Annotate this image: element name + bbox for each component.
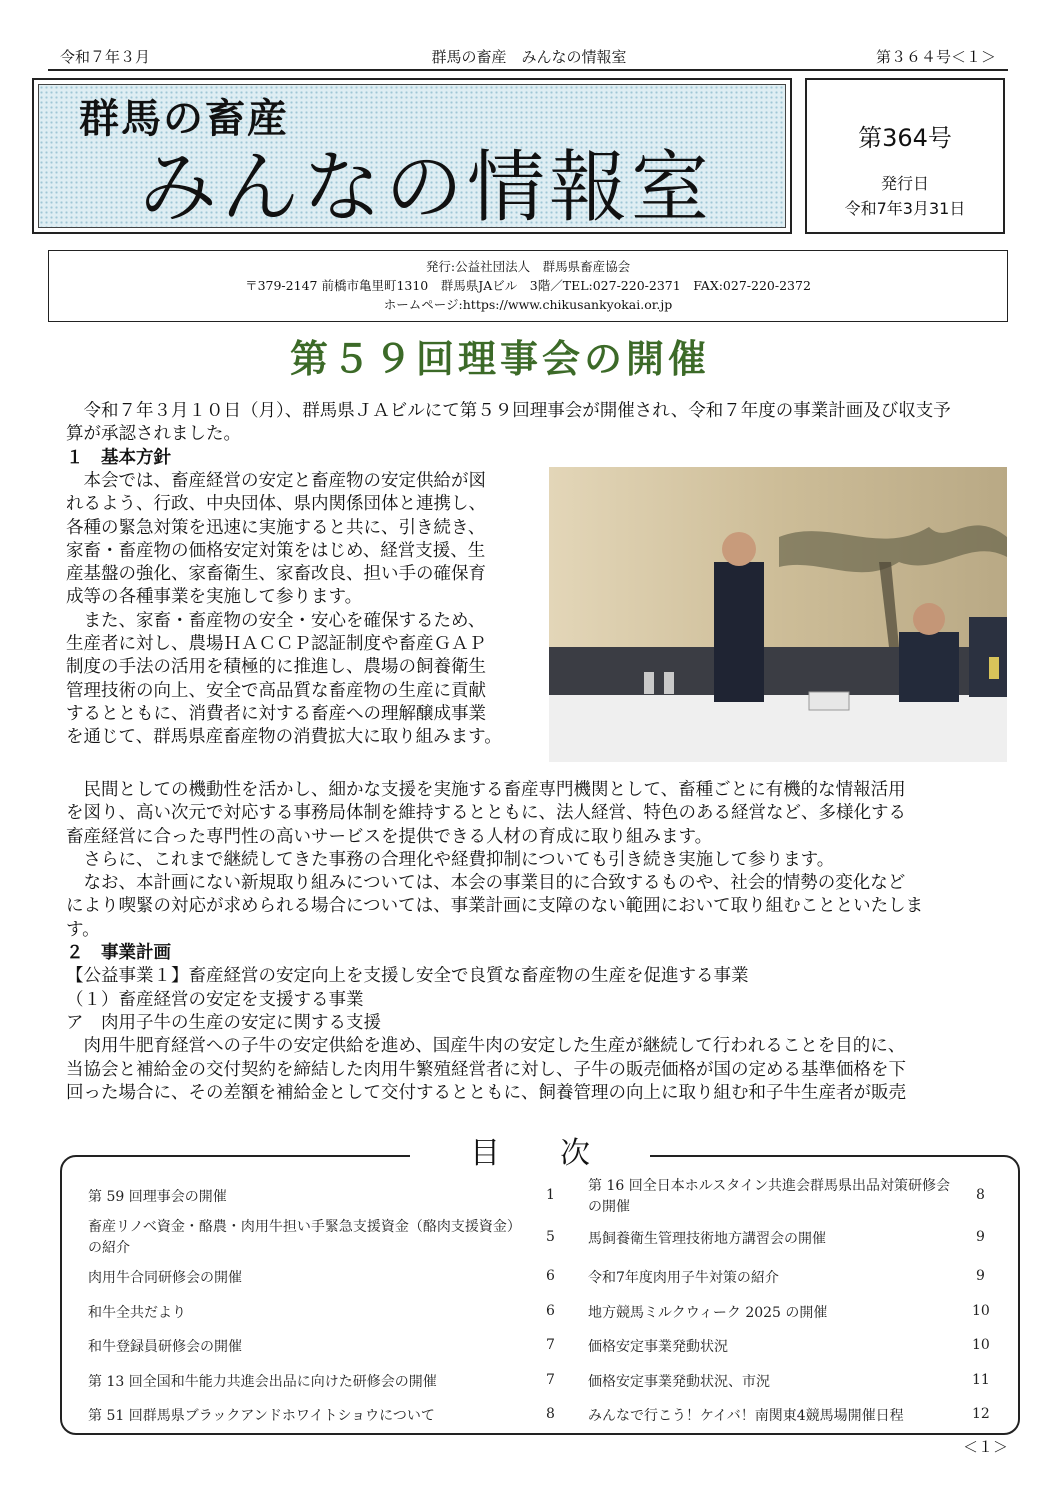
body-line: 当協会と補給金の交付契約を締結した肉用牛繁殖経営者に対し、子牛の販売価格が国の定める基準価格を下 [66,1059,906,1080]
toc-item[interactable]: みんなで行こう！ケイバ！南関東4競馬場開催日程 [588,1408,904,1424]
footer-page-number: ＜１＞ [962,1438,1008,1456]
meeting-photo-illustration [549,467,1007,762]
toc-item[interactable]: 肉用牛合同研修会の開催 [88,1270,242,1286]
meeting-photo [549,467,1007,762]
toc-item[interactable]: 第 13 回全国和牛能力共進会出品に向けた研修会の開催 [88,1374,437,1390]
issue-date-label: 発行日 [880,174,929,193]
body-line: ア 肉用子牛の生産の安定に関する支援 [66,1012,381,1033]
body-line: 産基盤の強化、家畜衛生、家畜改良、担い手の確保育 [66,564,486,585]
body-line: 民間としての機動性を活かし、細かな支援を実施する畜産専門機関として、畜種ごとに有機的な情報活用 [66,780,906,800]
body-line: 肉用牛肥育経営への子牛の安定供給を進め、国産牛肉の安定した生産が継続して行われることを目的に、 [66,1036,906,1057]
toc-page: 9 [976,1268,985,1284]
issue-date: 令和7年3月31日 [844,199,966,218]
toc-page: 7 [546,1337,555,1353]
section1-heading: １ 基本方針 [66,447,171,468]
article-wrapped-text [66,470,502,750]
header-title: 群馬の畜産 みんなの情報室 [431,48,627,66]
toc-page: 1 [546,1187,555,1203]
toc-page: 5 [546,1229,555,1245]
intro-line: 算が承認されました。 [66,424,241,445]
masthead-pattern [38,84,786,233]
body-line: 【公益事業１】畜産経営の安定向上を支援し安全で良質な畜産物の生産を促進する事業 [66,966,749,987]
toc-page: 6 [546,1303,555,1319]
toc-page: 8 [976,1187,985,1203]
body-line: 制度の手法の活用を積極的に推進し、農場の飼養衛生 [66,657,486,678]
article-intro [66,400,951,470]
body-line: また、家畜・畜産物の安全・安心を確保するため、 [66,610,486,631]
body-line: を図り、高い次元で対応する事務局体制を維持するとともに、法人経営、特色のある経営など、多様化する [66,803,906,824]
body-line: するとともに、消費者に対する畜産への理解醸成事業 [66,703,486,724]
body-line: 家畜・畜産物の価格安定対策をはじめ、経営支援、生 [66,540,486,561]
toc-page: 10 [972,1303,990,1319]
article-full-text [66,779,923,1105]
toc-page: 8 [546,1406,555,1422]
body-line: を通じて、群馬県産畜産物の消費拡大に取り組みます。 [66,727,502,748]
intro-line: 令和７年３月１０日（月）、群馬県ＪＡビルにて第５９回理事会が開催され、令和７年度の事業計画及び収支予 [66,401,951,421]
article-headline: 第５９回理事会の開催 [289,336,710,381]
toc-page: 9 [976,1229,985,1245]
toc-page: 6 [546,1268,555,1284]
issue-number: 第364号 [858,124,952,152]
header-date: 令和７年３月 [60,48,151,66]
toc-item[interactable]: 第 16 回全日本ホルスタイン共進会群馬県出品対策研修会の開催 [588,1178,951,1215]
body-line: れるよう、行政、中央団体、県内関係団体と連携し、 [66,494,486,515]
body-line: なお、本計画にない新規取り組みについては、本会の事業目的に合致するものや、社会的情勢の変化など [66,873,906,894]
toc-item[interactable]: 和牛全共だより [88,1305,186,1321]
body-line: 成等の各種事業を実施して参ります。 [66,587,363,608]
toc-item[interactable]: 地方競馬ミルクウィーク 2025 の開催 [588,1305,828,1321]
body-line: 生産者に対し、農場ＨＡＣＣＰ認証制度や畜産ＧＡＰ [66,634,486,655]
publisher-address: 〒379-2147 前橋市亀里町1310 群馬県JAビル 3階／TEL:027-220-2371 FAX:027-220-2372 [245,278,811,293]
body-line: により喫緊の対応が求められる場合については、事業計画に支障のない範囲において取り組むことといたしま [66,896,924,917]
body-line: さらに、これまで継続してきた事務の合理化や経費抑制についても引き続き実施して参ります。 [66,849,835,870]
masthead-title-box [32,78,792,234]
header-rule [48,69,1008,71]
toc-item[interactable]: 畜産リノベ資金・酪農・肉用牛担い手緊急支援資金（酪肉支援資金）の紹介 [88,1219,521,1256]
publisher-name: 発行:公益社団法人 群馬県畜産協会 [425,259,631,274]
toc-item[interactable]: 令和7年度肉用子牛対策の紹介 [588,1270,779,1286]
toc-item[interactable]: 価格安定事業発動状況 [588,1339,728,1355]
body-line: 回った場合に、その差額を補給金として交付するとともに、飼養管理の向上に取り組む和子牛生産者が販売 [66,1082,906,1103]
publisher-box [48,250,1008,322]
body-line: （１）畜産経営の安定を支援する事業 [66,989,364,1010]
body-line: 畜産経営に合った専門性の高いサービスを提供できる人材の育成に取り組みます。 [66,826,713,847]
toc-item[interactable]: 第 59 回理事会の開催 [88,1189,227,1205]
toc-item[interactable]: 第 51 回群馬県ブラックアンドホワイトショウについて [88,1408,435,1424]
toc-page: 12 [972,1406,990,1422]
body-line: 各種の緊急対策を迅速に実施すると共に、引き続き、 [66,517,486,538]
issue-box [805,78,1005,234]
masthead-title-small: 群馬の畜産 [79,96,289,142]
section2-heading: ２ 事業計画 [66,943,171,964]
toc-title: 目次 [410,1128,650,1172]
body-line: 本会では、畜産経営の安定と畜産物の安定供給が図 [66,471,486,491]
masthead-title-big: みんなの情報室 [139,143,714,233]
toc-page: 7 [546,1372,555,1388]
body-line: 管理技術の向上、安全で高品質な畜産物の生産に貢献 [66,680,486,701]
toc-item[interactable]: 価格安定事業発動状況、市況 [588,1374,770,1390]
body-line: す。 [66,919,100,940]
toc-page: 11 [972,1372,990,1388]
toc-item[interactable]: 馬飼養衛生管理技術地方講習会の開催 [588,1231,826,1247]
toc-page: 10 [972,1337,990,1353]
toc-item[interactable]: 和牛登録員研修会の開催 [88,1339,242,1355]
header-issue: 第３６４号＜１＞ [875,48,996,66]
publisher-homepage: ホームページ:https://www.chikusankyokai.or.jp [383,297,673,312]
